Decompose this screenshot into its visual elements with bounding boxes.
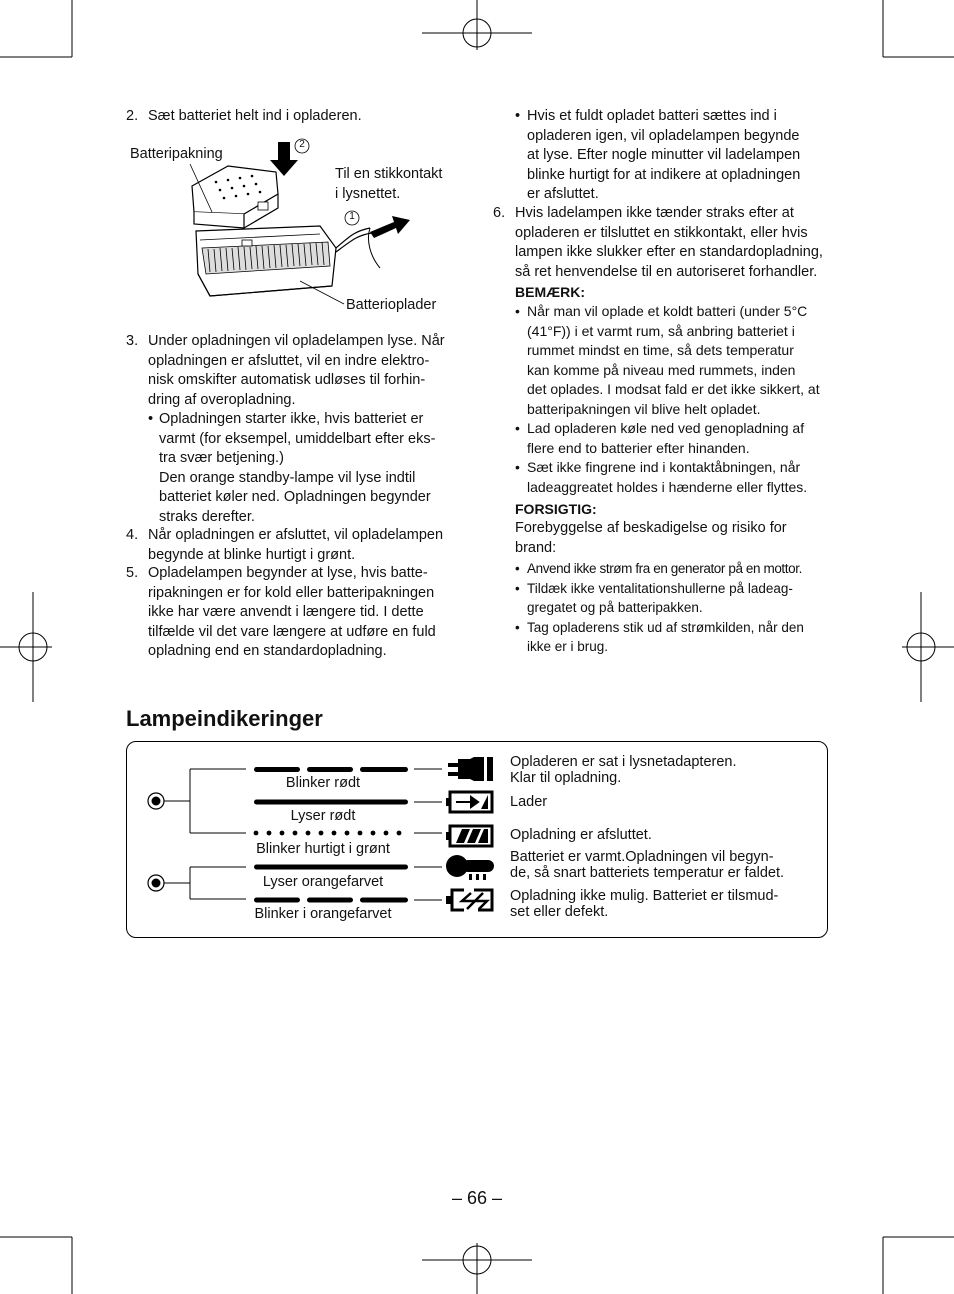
- step-3-bullet-line: straks derefter.: [159, 508, 255, 525]
- lamp-desc: Opladning ikke mulig. Batteriet er tilsmud- set eller defekt.: [510, 888, 779, 920]
- step-3-bullet-line: varmt (for eksempel, umiddelbart efter eks-: [159, 430, 436, 447]
- note-heading: BEMÆRK:: [515, 284, 585, 300]
- pattern-label: Blinker i orangefarvet: [254, 906, 392, 922]
- caution-bullets: • Anvend ikke strøm fra en generator på en mottor. • Tildæk ikke ventalitationshullerne på ladeag- gregatet og på batteripakken. • Tag opladerens stik ud af strømkilden, når den ikke er i brug.: [515, 561, 804, 654]
- step-3-line: Under opladningen vil opladelampen lyse. Når: [148, 333, 445, 349]
- section-title: Lampeindikeringer: [126, 706, 323, 731]
- caution-intro: Forebyggelse af beskadigelse og risiko for brand:: [515, 520, 787, 556]
- step-6: 6. Hvis ladelampen ikke tænder straks efter at opladeren er tilsluttet en stikkontakt, eller hvis lampen ikke slukker efter en standardopladning, så ret henvendelse til en autoriseret forhandler.: [493, 205, 823, 280]
- note-bullets: • Når man vil oplade et koldt batteri (under 5°C (41°F)) i et varmt rum, så anbring batteriet i rummet mindst en time, så dets temperatur kan komme på niveau med rummets, inden det oplades. I modsat fald er det ikke sikkert, at batteripakningen vil blive helt opladet. • Lad opladeren køle ned ved genopladning af flere end to batterier efter hinanden. • Sæt ikke fingrene ind i kontaktåbningen, når ladeaggreatet holdes i hænderne eller flyttes.: [515, 303, 820, 495]
- full-battery-icon: [446, 826, 492, 846]
- label-charger: Batterioplader: [346, 297, 437, 313]
- faulty-battery-icon: [446, 890, 492, 910]
- charger-illustration: [180, 136, 430, 311]
- lamp-desc: Lader: [510, 794, 548, 810]
- pattern-fast-blink-green: [254, 831, 402, 836]
- label-socket-2: i lysnettet.: [335, 186, 401, 202]
- step-3-bullet-line: tra svær betjening.): [159, 450, 284, 466]
- plug-icon: [448, 757, 493, 781]
- pattern-label: Lyser orangefarvet: [262, 874, 384, 890]
- step-5: 5. Opladelampen begynder at lyse, hvis batte- ripakningen er for kold eller batteripakningen ikke har være anvendt i længere tid. I dette tilfælde vil det vare længere at udføre en fuld opladning end en standardopladning.: [126, 565, 436, 659]
- lamp-desc: Opladeren er sat i lysnetadapteren. Klar til opladning.: [510, 754, 737, 786]
- caution-heading: FORSIGTIG:: [515, 501, 597, 517]
- pattern-blink-red: [254, 767, 408, 772]
- callout-1: 1: [349, 211, 355, 222]
- step-3: 3. Under opladningen vil opladelampen lyse. Når opladningen er afsluttet, vil en indre elektro- nisk omskifter automatisk udløses til forhin- dring af overopladning. • Opladningen starter ikke, hvis batteriet er varmt (for eksempel, umiddelbart efter eks- tra svær betjening.) Den orange standby-lampe vil lyse indtil batteriet køler ned. Opladningen begynder straks derefter.: [126, 332, 461, 527]
- step-3-line: nisk omskifter automatisk udløses til forhin-: [148, 372, 426, 388]
- lamp-desc: Opladning er afsluttet.: [510, 827, 652, 843]
- lamp-red-icon: [148, 793, 164, 809]
- pattern-label: Lyser rødt: [290, 808, 356, 824]
- lamp-desc: Batteriet er varmt.Opladningen vil begyn- de, så snart batteriets temperatur er faldet.: [510, 849, 785, 881]
- pattern-label: Blinker rødt: [285, 775, 361, 791]
- thermometer-icon: [446, 855, 494, 880]
- pattern-solid-red: [254, 800, 408, 805]
- step-3-bullet-line: Opladningen starter ikke, hvis batteriet er: [159, 411, 424, 427]
- label-socket-1: Til en stikkontakt: [335, 166, 443, 182]
- label-battery: Batteripakning: [130, 146, 223, 162]
- step-3-line: opladningen er afsluttet, vil en indre elektro-: [148, 352, 430, 369]
- pattern-label: Blinker hurtigt i grønt: [256, 841, 390, 857]
- page-number: – 66 –: [451, 1188, 503, 1208]
- step-3-bullet-line: Den orange standby-lampe vil lyse indtil: [159, 469, 416, 486]
- lamp-orange-icon: [148, 875, 164, 891]
- step-3-bullet-line: batteriet køler ned. Opladningen begynder: [159, 489, 431, 505]
- pattern-blink-orange: [254, 898, 408, 903]
- charging-battery-icon: [446, 792, 492, 812]
- step-3-line: dring af overopladning.: [148, 391, 296, 408]
- bullet-full-battery: • Hvis et fuldt opladet batteri sættes ind i opladeren igen, vil opladelampen begynde at lyse. Efter nogle minutter vil ladelampen blinke hurtigt for at indikere at opladningen er afsluttet.: [515, 108, 801, 202]
- callout-2: 2: [299, 139, 305, 150]
- step-4: 4. Når opladningen er afsluttet, vil opladelampen begynde at blinke hurtigt i grønt.: [126, 527, 444, 563]
- pattern-solid-orange: [254, 865, 408, 870]
